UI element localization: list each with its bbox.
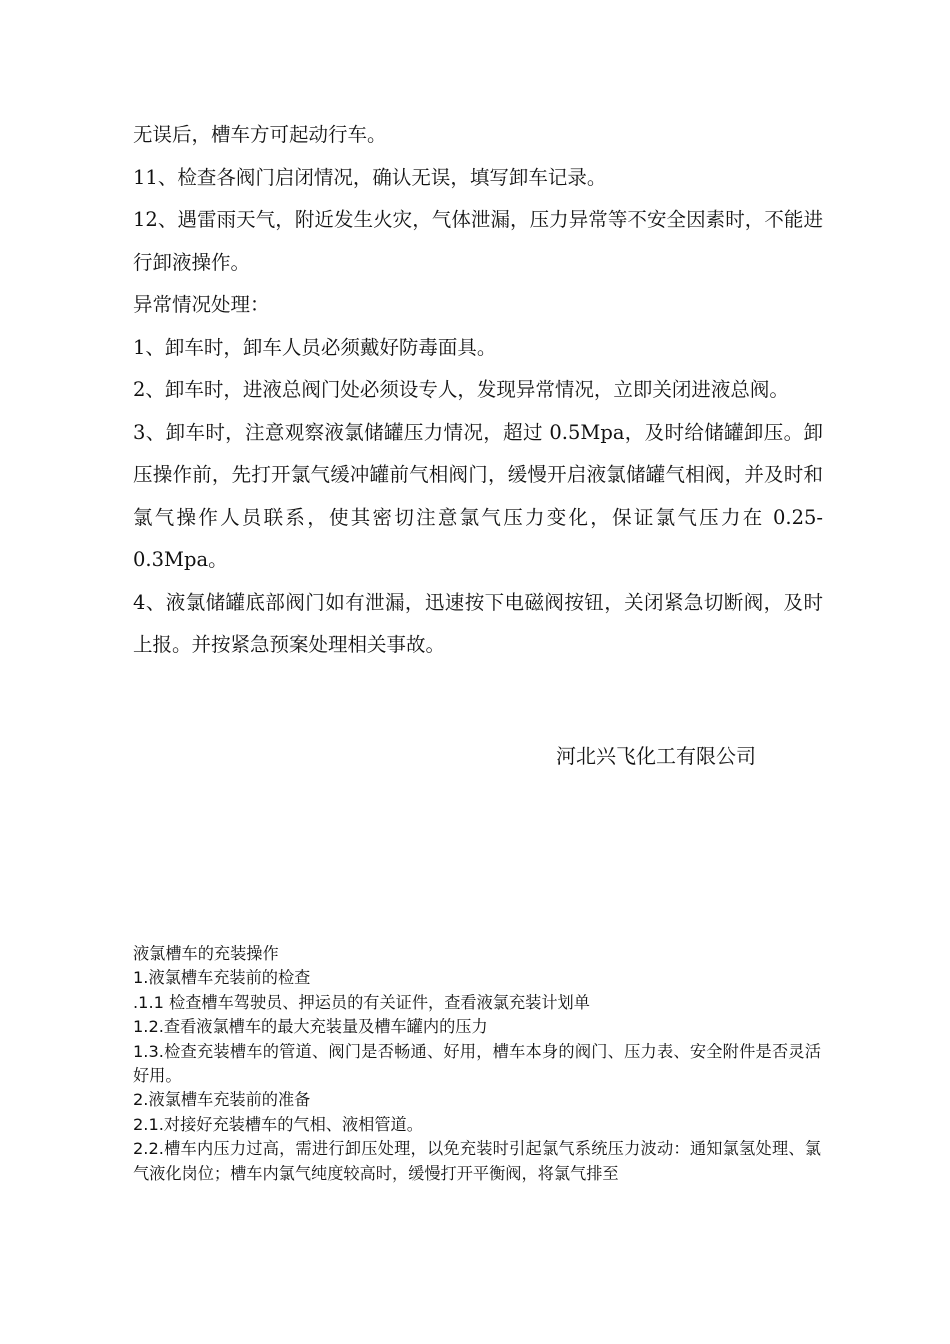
heading-abnormal-handling: 异常情况处理：	[133, 293, 270, 316]
subheading-2: 2.液氯槽车充装前的准备	[133, 1090, 311, 1110]
paragraph-step-12: 12、遇雷雨天气，附近发生火灾，气体泄漏，压力异常等不安全因素时，不能进行卸液操作。	[133, 208, 823, 274]
subheading-1: 1.液氯槽车充装前的检查	[133, 968, 311, 988]
item-1-1: .1.1 检查槽车驾驶员、押运员的有关证件，查看液氯充装计划单	[133, 992, 590, 1012]
paragraph-abnormal-1: 1、卸车时，卸车人员必须戴好防毒面具。	[133, 335, 497, 359]
paragraph-abnormal-3: 3、卸车时，注意观察液氯储罐压力情况，超过 0.5Mpa，及时给储罐卸压。卸压操作前，先打开氯气缓冲罐前气相阀门，缓慢开启液氯储罐气相阀，并及时和氯气操作人员联系，使其密切注意氯气压力变化，保证氯气压力在 0.25-0.3Mpa。	[133, 420, 823, 571]
unloading-procedure-section	[133, 114, 823, 667]
paragraph-abnormal-4: 4、液氯储罐底部阀门如有泄漏，迅速按下电磁阀按钮，关闭紧急切断阀，及时上报。并按紧急预案处理相关事故。	[133, 590, 823, 656]
paragraph-abnormal-2: 2、卸车时，进液总阀门处必须设专人，发现异常情况，立即关闭进液总阀。	[133, 378, 789, 401]
company-signature: 河北兴飞化工有限公司	[556, 744, 756, 768]
item-2-2: 2.2.槽车内压力过高，需进行卸压处理，以免充装时引起氯气系统压力波动：通知氯氢处理、氯气液化岗位；槽车内氯气纯度较高时，缓慢打开平衡阀，将氯气排至	[133, 1139, 821, 1183]
paragraph-step-11: 11、检查各阀门启闭情况，确认无误，填写卸车记录。	[133, 165, 607, 189]
item-2-1: 2.1.对接好充装槽车的气相、液相管道。	[133, 1114, 423, 1134]
item-1-3: 1.3.检查充装槽车的管道、阀门是否畅通、好用，槽车本身的阀门、压力表、安全附件是否灵活好用。	[133, 1041, 821, 1086]
item-1-2: 1.2.查看液氯槽车的最大充装量及槽车罐内的压力	[133, 1017, 488, 1037]
paragraph-tail-previous: 无误后，槽车方可起动行车。	[133, 123, 387, 146]
section-title: 液氯槽车的充装操作	[133, 944, 279, 963]
filling-procedure-section	[133, 942, 821, 1186]
